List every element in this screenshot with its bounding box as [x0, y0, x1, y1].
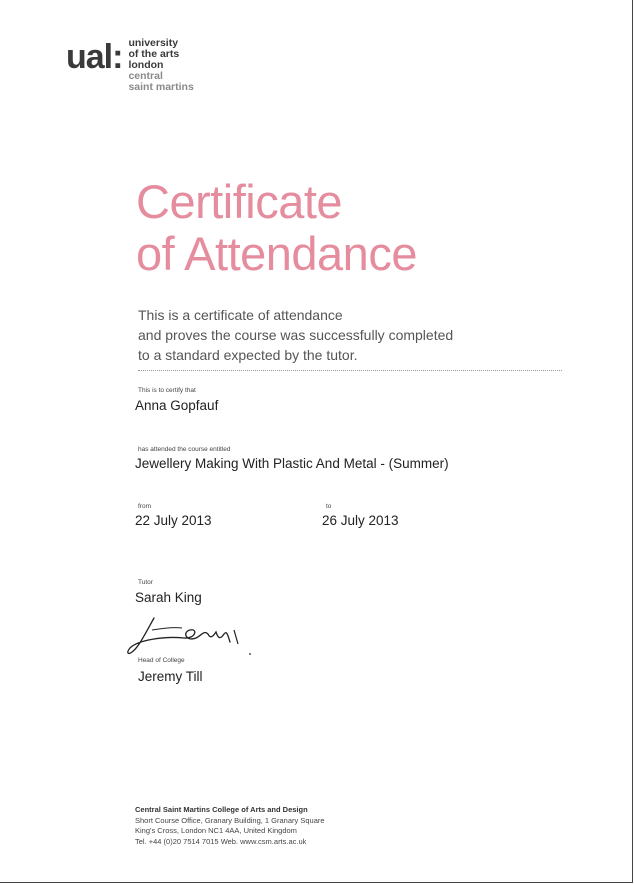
recipient-name: Anna Gopfauf	[135, 398, 219, 413]
logo-line-5: saint martins	[128, 81, 194, 93]
course-label: has attended the course entitled	[138, 446, 231, 453]
head-label: Head of College	[138, 657, 185, 664]
intro-line-1: This is a certificate of attendance	[138, 307, 343, 323]
intro-line-3: to a standard expected by the tutor.	[138, 347, 358, 363]
footer-line-3: Tel. +44 (0)20 7514 7015 Web. www.csm.arts.ac.uk	[135, 836, 307, 846]
ual-logo	[66, 38, 194, 93]
dotted-divider	[138, 370, 562, 371]
certify-label: This is to certify that	[138, 387, 196, 394]
head-signature	[124, 608, 254, 664]
tutor-name: Sarah King	[135, 590, 202, 605]
certificate-title	[136, 176, 417, 280]
tutor-label: Tutor	[138, 579, 153, 586]
logo-text	[128, 38, 193, 93]
head-name: Jeremy Till	[138, 669, 203, 684]
footer-address	[135, 805, 325, 847]
to-date: 26 July 2013	[322, 513, 399, 528]
footer-line-1: Short Course Office, Granary Building, 1 Granary Square	[135, 815, 325, 825]
logo-line-2: of the arts	[128, 48, 180, 60]
title-line-2: of Attendance	[136, 227, 417, 280]
logo-line-1: university	[128, 37, 179, 49]
title-line-1: Certificate	[136, 175, 343, 228]
logo-line-4: central	[128, 70, 163, 82]
course-title: Jewellery Making With Plastic And Metal - (Summer)	[135, 456, 449, 471]
logo-mark: ual:	[66, 38, 123, 76]
from-label: from	[138, 503, 151, 510]
intro-text	[138, 305, 558, 365]
to-label: to	[326, 503, 332, 510]
logo-line-3: london	[128, 59, 164, 71]
footer-org: Central Saint Martins College of Arts and Design	[135, 805, 308, 814]
footer-line-2: King's Cross, London NC1 4AA, United Kingdom	[135, 826, 297, 835]
intro-line-2: and proves the course was successfully completed	[138, 327, 454, 343]
from-date: 22 July 2013	[135, 513, 212, 528]
